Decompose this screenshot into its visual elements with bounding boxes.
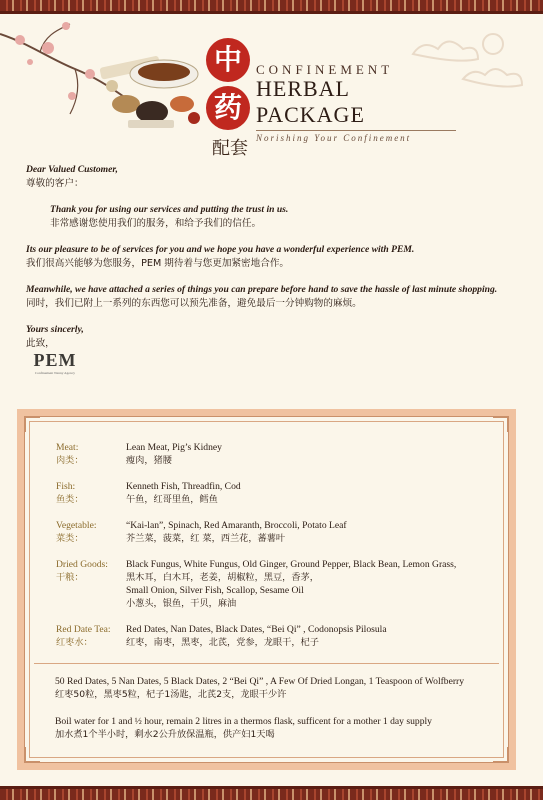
row-label-en: Fish: (56, 481, 76, 492)
recipe-cn: 红枣50粒，黑枣5粒，杞子1汤匙，北芪2支，龙眼干少许 (55, 689, 287, 700)
row-label-cn: 菜类： (56, 533, 84, 544)
closing-cn: 此致， (26, 338, 55, 349)
logo-seal-bottom: 药 (206, 86, 250, 130)
title-line-2: HERBAL PACKAGE (256, 76, 365, 127)
pem-logo (30, 350, 80, 390)
herbal-ingredients-image (98, 42, 210, 138)
row-items-cn-2: 小葱头，银鱼，干贝，麻油 (126, 598, 237, 609)
row-label-en: Dried Goods: (56, 559, 108, 570)
row-items-cn: 红枣，南枣，黑枣，北芪，党参，龙眼干，杞子 (126, 637, 319, 648)
chinese-medicine-logo (206, 38, 254, 160)
logo-subtitle-cn: 配套 (212, 138, 248, 159)
preparation-instructions (55, 675, 495, 741)
row-label-cn: 干粮： (56, 572, 84, 583)
list-item (56, 480, 496, 506)
row-label-en: Meat: (56, 442, 79, 453)
recipe-en: 50 Red Dates, 5 Nan Dates, 5 Black Dates, 2 “Bei Qi” , A Few Of Dried Longan, 1 Teaspoon of Wolfberry (55, 676, 465, 687)
package-list-frame (17, 409, 516, 770)
thanks-cn: 非常感谢您使用我们的服务，和给予我们的信任。 (50, 218, 262, 229)
row-items-en: “Kai-lan”, Spinach, Red Amaranth, Broccoli, Potato Leaf (126, 520, 347, 531)
row-label-en: Vegetable: (56, 520, 97, 531)
title-divider (256, 130, 456, 131)
list-item (56, 519, 496, 545)
ingredient-list (56, 441, 496, 662)
pem-logo-tagline: Confinement Nanny Agency (34, 371, 76, 375)
pem-logo-text: PEM (33, 350, 77, 370)
greeting-en: Dear Valued Customer, (26, 164, 118, 175)
row-items-cn: 芥兰菜，菠菜，红 菜，西兰花，蕃薯叶 (126, 533, 286, 544)
row-items-en: Red Dates, Nan Dates, Black Dates, “Bei Qi” , Codonopsis Pilosula (126, 624, 387, 635)
attached-cn: 同时，我们已附上一系列的东西您可以预先准备，避免最后一分钟购物的麻烦。 (26, 298, 362, 309)
decorative-top-border (0, 0, 543, 14)
pleasure-cn: 我们很高兴能够为您服务，PEM 期待着与您更加紧密地合作。 (26, 258, 290, 269)
boil-en: Boil water for 1 and ½ hour, remain 2 litres in a thermos flask, sufficent for a mother 1 day supply (55, 716, 432, 727)
boil-cn: 加水煮1个半小时，剩水2公升放保温瓶，供产妇1天喝 (55, 729, 275, 740)
row-label-en: Red Date Tea: (56, 624, 111, 635)
section-divider (34, 663, 499, 664)
logo-seal-top: 中 (206, 38, 250, 82)
row-label-cn: 鱼类： (56, 494, 84, 505)
row-items-cn: 午鱼，红哥里鱼，鳕鱼 (126, 494, 218, 505)
row-items-cn: 黑木耳，白木耳，老姜，胡椒粒，黑豆，香茅， (126, 572, 319, 583)
package-title (256, 62, 456, 143)
list-item (56, 441, 496, 467)
row-items-en: Kenneth Fish, Threadfin, Cod (126, 481, 241, 492)
row-label-cn: 红枣水： (56, 637, 93, 648)
pleasure-en: Its our pleasure to be of services for you and we hope you have a wonderful experience with PEM. (26, 244, 415, 255)
letter-body (26, 163, 526, 351)
greeting-cn: 尊敬的客户： (26, 178, 84, 189)
closing-en: Yours sincerly, (26, 324, 84, 335)
list-item (56, 558, 496, 610)
title-line-1: CONFINEMENT (256, 62, 394, 77)
attached-en: Meanwhile, we have attached a series of things you can prepare before hand to save the hassle of last minute shopping. (26, 284, 498, 295)
row-items-en: Black Fungus, White Fungus, Old Ginger, Ground Pepper, Black Bean, Lemon Grass, (126, 559, 457, 570)
row-items-en-2: Small Onion, Silver Fish, Scallop, Sesame Oil (126, 585, 304, 596)
row-items-cn: 瘦肉，猪腰 (126, 455, 172, 466)
row-items-en: Lean Meat, Pig’s Kidney (126, 442, 222, 453)
row-label-cn: 肉类： (56, 455, 84, 466)
title-tagline: Norishing Your Confinement (256, 133, 412, 143)
thanks-en: Thank you for using our services and putting the trust in us. (50, 204, 289, 215)
list-item (56, 623, 496, 649)
decorative-bottom-border (0, 786, 543, 800)
